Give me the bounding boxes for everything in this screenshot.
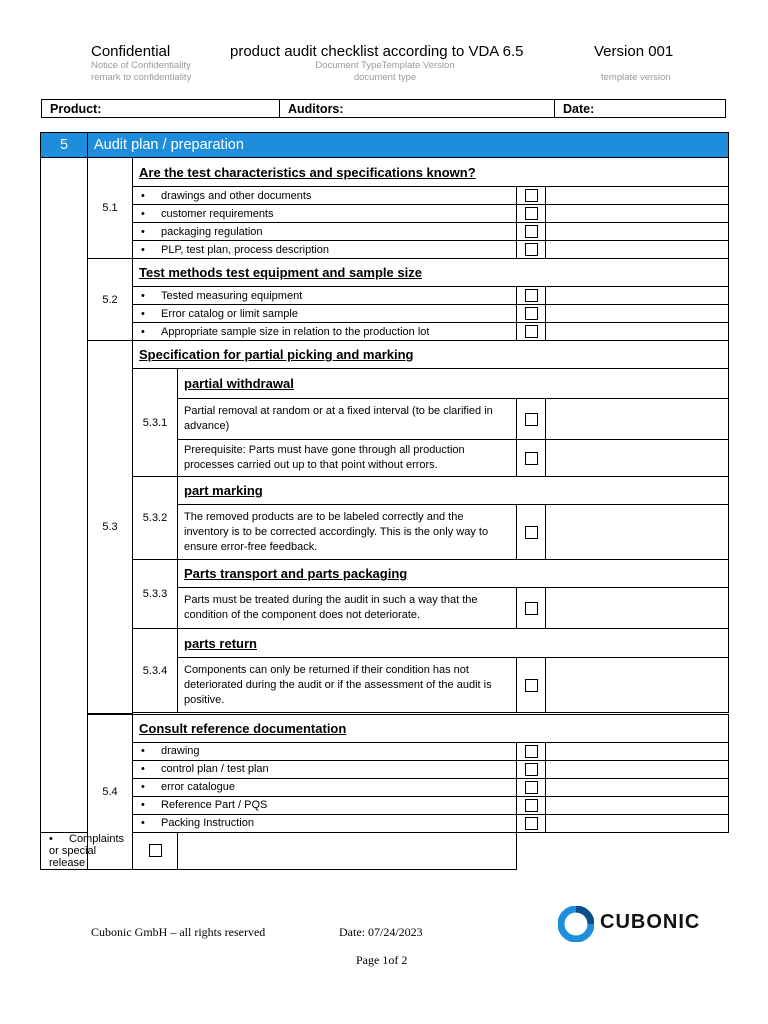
subitem-title: Parts transport and parts packaging [178,560,729,588]
checkbox[interactable] [525,307,538,320]
list-item [41,323,729,341]
checkbox[interactable] [525,452,538,465]
checkbox[interactable] [525,602,538,615]
subitem-text: Partial removal at random or at a fixed interval (to be clarified in advance) [178,399,517,440]
remark-cell[interactable] [546,505,729,560]
bullet: • [49,832,53,845]
checkbox[interactable] [525,817,538,830]
checkbox[interactable] [525,243,538,256]
bullet: • [141,799,145,811]
remark-cell[interactable] [546,187,729,205]
left-margin-cell [41,158,88,833]
doctype-line-1: Document TypeTemplate Version [315,60,455,71]
auditors-field[interactable] [280,100,555,118]
item-number: 5.2 [88,259,133,341]
date-field[interactable] [555,100,726,118]
list-item-label: Packing Instruction [161,817,254,829]
bullet: • [141,763,145,775]
list-item [41,287,729,305]
checkbox[interactable] [525,413,538,426]
subitem-number: 5.3.4 [133,629,178,713]
document-title: product audit checklist according to VDA 6.5 [230,43,524,60]
list-item-label: Appropriate sample size in relation to the production lot [161,325,430,338]
bullet: • [141,289,145,302]
list-item [41,760,729,778]
notice-line-2: remark to confidentiality [91,72,192,83]
remark-cell[interactable] [546,241,729,259]
checkbox[interactable] [525,325,538,338]
list-item [41,778,729,796]
remark-cell[interactable] [546,778,729,796]
remark-cell[interactable] [546,814,729,832]
list-item [41,223,729,241]
logo-wordmark: CUBONIC [600,911,701,933]
notice-line-1: Notice of Confidentiality [91,60,191,71]
remark-cell[interactable] [546,305,729,323]
date-label: Date: [563,101,595,116]
section-number: 5 [41,133,88,158]
checkbox[interactable] [525,225,538,238]
confidentiality-notice [91,60,191,84]
question-title: Consult reference documentation [133,714,729,742]
checklist-table [40,132,729,870]
product-label: Product: [50,101,102,116]
subitem-text: Components can only be returned if their condition has not deteriorated during the audit or if the assessment of the audit is positive. [178,658,517,713]
question-title: Are the test characteristics and specifications known? [133,158,729,187]
remark-cell[interactable] [546,323,729,341]
list-item [41,814,729,832]
section-header [41,133,729,158]
auditors-label: Auditors: [288,101,344,116]
footer-page-number: Page 1of 2 [356,953,408,967]
checkbox[interactable] [525,189,538,202]
bullet: • [141,307,145,320]
list-item [41,187,729,205]
checkbox[interactable] [525,526,538,539]
subitem-number: 5.3.2 [133,477,178,560]
document-type [308,60,462,84]
remark-cell[interactable] [546,588,729,629]
bullet: • [141,225,145,238]
checkbox[interactable] [525,781,538,794]
subitem-number: 5.3.1 [133,369,178,477]
subitem-title: partial withdrawal [178,369,729,399]
footer-company: Cubonic GmbH – all rights reserved [91,925,266,939]
subitem-text: Prerequisite: Parts must have gone through all production processes carried out up to that point without errors. [178,440,517,477]
product-field[interactable] [42,100,280,118]
footer-date: Date: 07/24/2023 [339,925,423,939]
question-title: Test methods test equipment and sample size [133,259,729,287]
list-item [41,796,729,814]
bullet: • [141,781,145,793]
list-item-label: error catalogue [161,781,235,793]
list-item-label: PLP, test plan, process description [161,243,329,256]
checkbox[interactable] [525,207,538,220]
list-item-label: control plan / test plan [161,763,269,775]
bullet: • [141,325,145,338]
section-title: Audit plan / preparation [88,133,729,158]
list-item-label: Error catalog or limit sample [161,307,298,320]
subitem-title: parts return [178,629,729,658]
remark-cell[interactable] [546,760,729,778]
template-version: template version [601,72,671,83]
cubonic-logo [558,906,728,942]
subitem-title: part marking [178,477,729,505]
list-item-label: Tested measuring equipment [161,289,303,302]
version-label: Version 001 [594,43,674,60]
question-title: Specification for partial picking and marking [133,341,729,369]
meta-table [41,99,726,118]
cubonic-logo-icon [558,906,594,942]
checkbox[interactable] [525,289,538,302]
bullet: • [141,817,145,829]
list-item-label: drawing [161,745,200,757]
list-item-label: drawings and other documents [161,189,312,202]
list-item-label: Complaints or special release [49,832,125,869]
list-item-label: Reference Part / PQS [161,799,268,811]
remark-cell[interactable] [178,832,517,869]
list-item [41,742,729,760]
remark-cell[interactable] [546,205,729,223]
subitem-text: Parts must be treated during the audit in such a way that the condition of the component does not deteriorate. [178,588,517,629]
remark-cell[interactable] [546,399,729,440]
item-number: 5.4 [88,714,133,869]
bullet: • [141,243,145,256]
remark-cell[interactable] [546,796,729,814]
list-item [41,241,729,259]
doctype-line-2: document type [353,72,417,83]
list-item [41,305,729,323]
list-item [41,832,729,869]
list-item-label: packaging regulation [161,225,263,238]
bullet: • [141,745,145,757]
subitem-text: The removed products are to be labeled correctly and the inventory is to be corrected accordingly. This is the only way to ensure error-free feedback. [178,505,517,560]
list-item-label: customer requirements [161,207,274,220]
remark-cell[interactable] [546,440,729,477]
remark-cell[interactable] [546,287,729,305]
remark-cell[interactable] [546,223,729,241]
remark-cell[interactable] [546,658,729,713]
checkbox[interactable] [525,763,538,776]
confidential-label: Confidential [91,43,171,60]
list-item [41,205,729,223]
bullet: • [141,207,145,220]
remark-cell[interactable] [546,742,729,760]
checkbox[interactable] [525,799,538,812]
checkbox[interactable] [149,844,162,857]
item-number: 5.1 [88,158,133,259]
checkbox[interactable] [525,745,538,758]
checkbox[interactable] [525,679,538,692]
item-number: 5.3 [88,341,133,714]
bullet: • [141,189,145,202]
subitem-number: 5.3.3 [133,560,178,629]
